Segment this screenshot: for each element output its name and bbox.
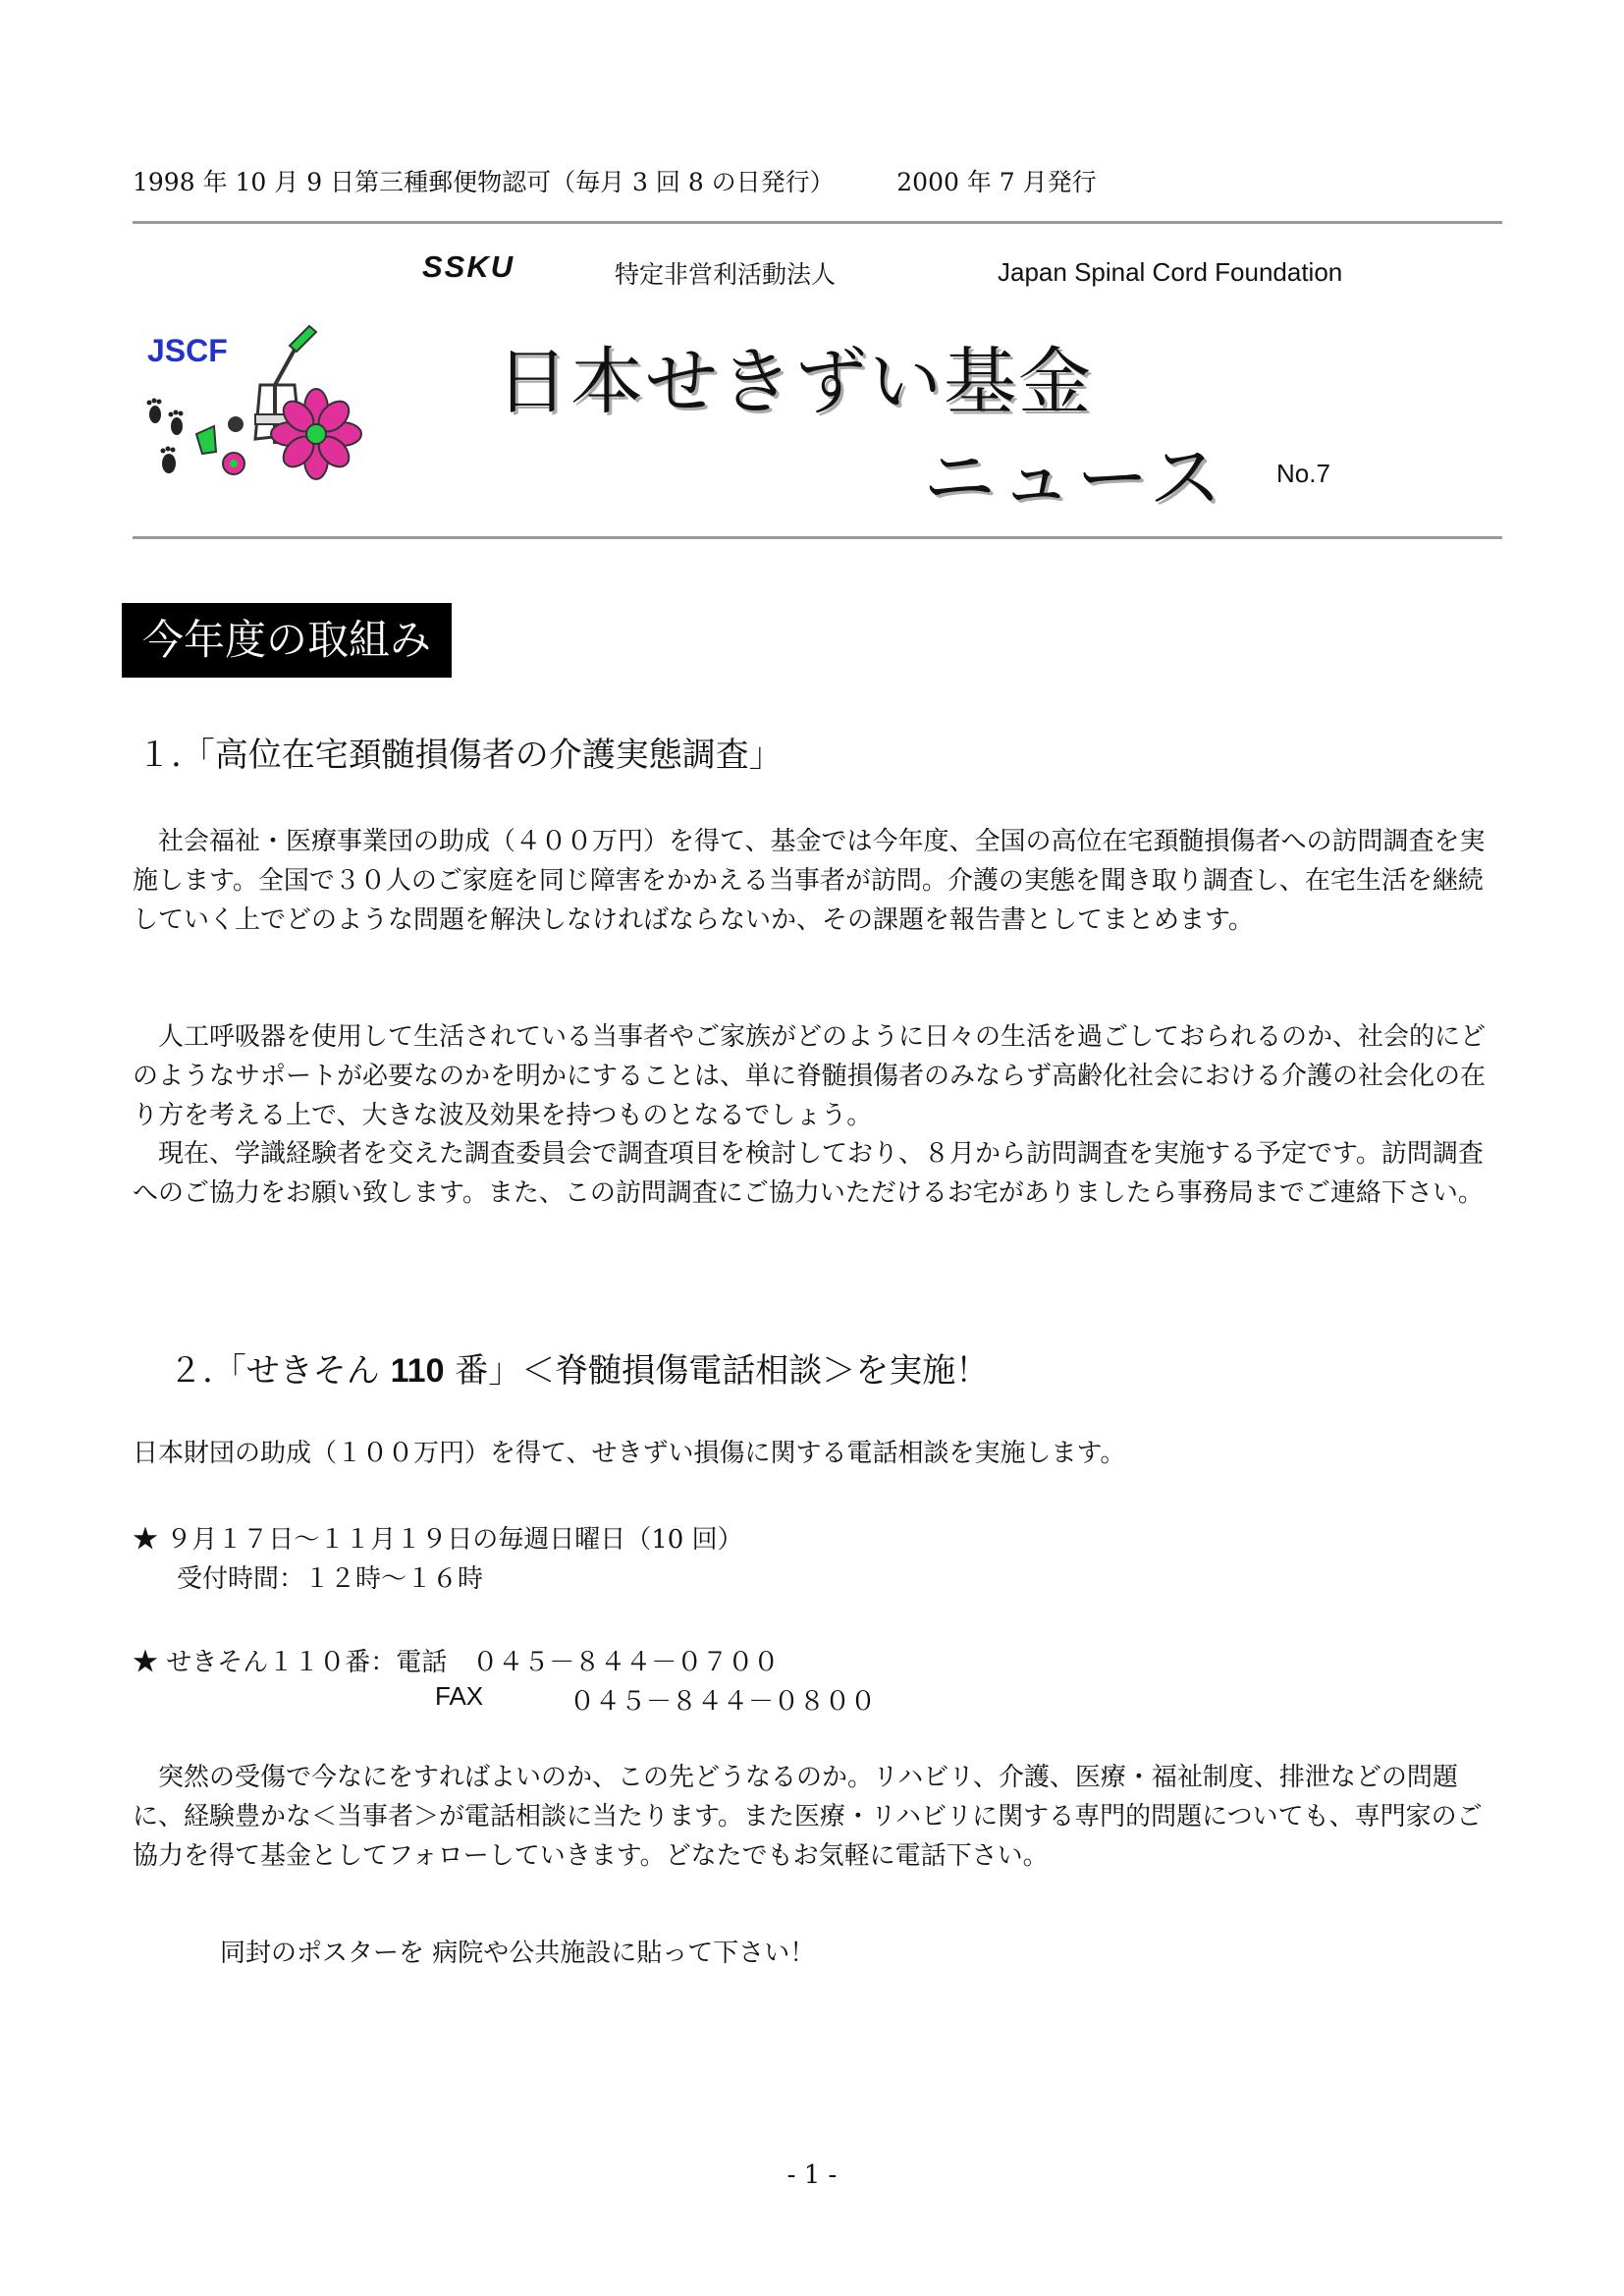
schedule-dates: ★ ９月１７日～１１月１９日の毎週日曜日（10 回） (133, 1525, 743, 1555)
header-divider-top (133, 221, 1502, 224)
postal-notice (133, 163, 1097, 198)
article2-heading-number: 110 (390, 1352, 445, 1390)
reception-hours: 受付時間：１２時～１６時 (177, 1564, 484, 1594)
newsletter-title: 日本せきずい基金 (496, 340, 1093, 424)
fax-number: ０４５－８４４－０８００ (569, 1687, 877, 1717)
issue-date: 2000 年 7 月発行 (896, 168, 1097, 196)
section-title: 今年度の取組み (141, 616, 431, 664)
poster-request: 同封のポスターを 病院や公共施設に貼って下さい！ (220, 1939, 816, 1968)
header-divider-bottom (133, 536, 1502, 539)
jscf-logo (137, 316, 373, 491)
article2-body: 突然の受傷で今なにをすればよいのか、この先どうなるのか。リハビリ、介護、医療・福祉制度、排泄などの問題に、経験豊かな＜当事者＞が電話相談に当たります。また医療・リハビリに関する専門的問題についても、専門家のご協力を得て基金としてフォローしていきます。どなたでもお気軽に電話下さい。 (133, 1763, 1483, 1871)
ssku-label: SSKU (422, 249, 515, 284)
section-title-box (122, 603, 452, 678)
article1-heading: １.「高位在宅頚髄損傷者の介護実態調査」 (137, 736, 783, 775)
foundation-english-name: Japan Spinal Cord Foundation (998, 257, 1343, 287)
issue-number: No.7 (1276, 459, 1330, 488)
article2-heading (169, 1343, 989, 1392)
article2-heading-suffix: 番」＜脊髄損傷電話相談＞を実施！ (444, 1351, 990, 1391)
postal-notice-text: 1998 年 10 月 9 日第三種郵便物認可（毎月 3 回 8 の日発行） (133, 168, 835, 196)
article2-heading-prefix: ２.「せきそん (169, 1351, 391, 1391)
fax-label: FAX (435, 1681, 484, 1711)
article1-paragraph-1: 社会福祉・医療事業団の助成（４００万円）を得て、基金では今年度、全国の高位在宅頚髄損傷者への訪問調査を実施します。全国で３０人のご家庭を同じ障害をかかえる当事者が訪問。介護の実態を聞き取り調査し、在宅生活を継続していく上でどのような問題を解決しなければならないか、その課題を報告書としてまとめます。 (133, 827, 1486, 935)
newsletter-title-news: ニュース (923, 436, 1226, 520)
page-number: - 1 - (786, 2160, 838, 2190)
article1-paragraph-3: 現在、学識経験者を交えた調査委員会で調査項目を検討しており、８月から訪問調査を実施する予定です。訪問調査へのご協力をお願い致します。また、この訪問調査にご協力いただけるお宅がありましたら事務局までご連絡下さい。 (133, 1139, 1484, 1208)
npo-label: 特定非営利活動法人 (615, 260, 837, 289)
telephone-number: ★ せきそん１１０番：電話 ０４５－８４４－０７００ (133, 1648, 780, 1677)
logo-text: JSCF (147, 333, 228, 368)
article2-intro: 日本財団の助成（１００万円）を得て、せきずい損傷に関する電話相談を実施します。 (133, 1439, 1126, 1468)
article1-paragraph-2: 人工呼吸器を使用して生活されている当事者やご家族がどのように日々の生活を過ごしておられるのか、社会的にどのようなサポートが必要なのかを明かにすることは、単に脊髄損傷者のみならず高齢化社会における介護の社会化の在り方を考える上で、大きな波及効果を持つものとなるでしょう。 (133, 1022, 1487, 1130)
